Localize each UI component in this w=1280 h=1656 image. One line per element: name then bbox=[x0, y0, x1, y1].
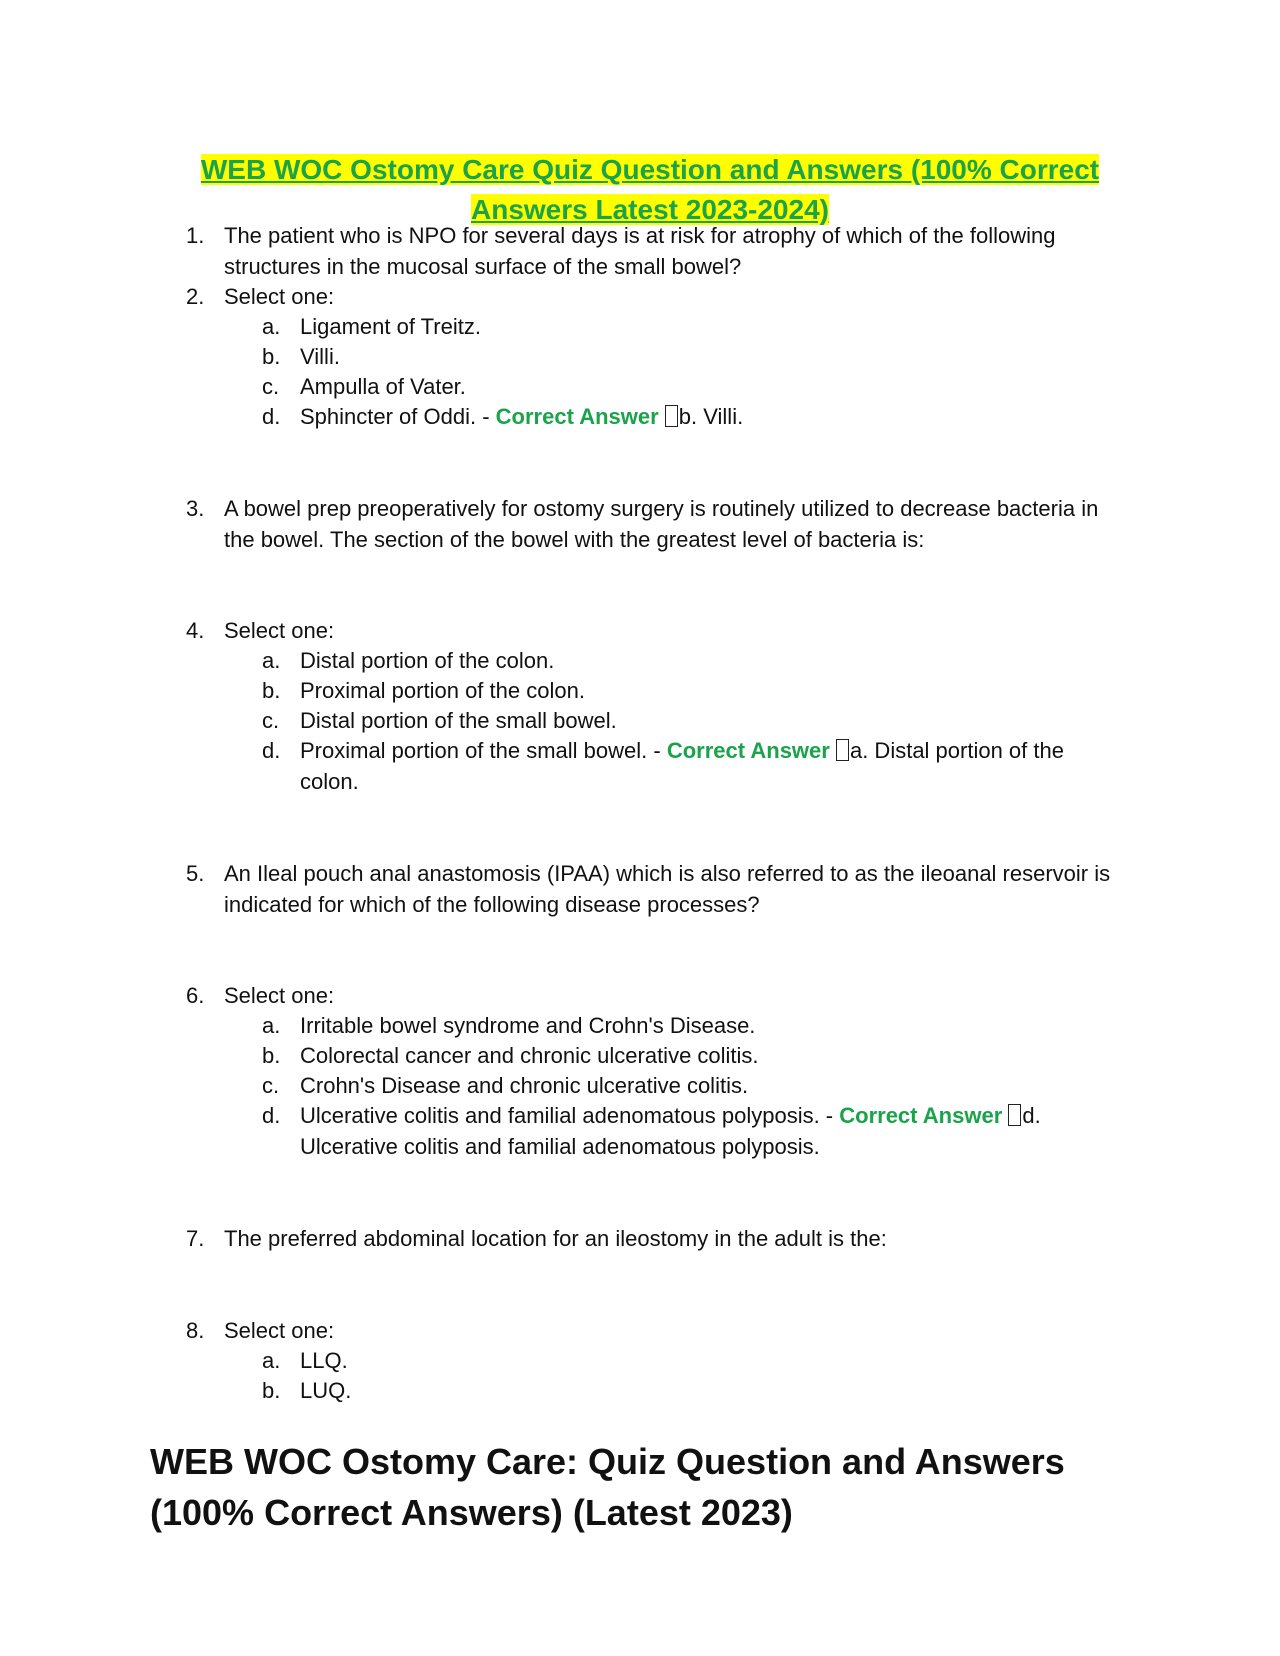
option-letter: c. bbox=[262, 1073, 280, 1098]
question-text: Select one: bbox=[224, 983, 335, 1008]
option-item bbox=[262, 1376, 1112, 1407]
option-text: Colorectal cancer and chronic ulcerative colitis. bbox=[300, 1043, 759, 1068]
option-text: Irritable bowel syndrome and Crohn's Disease. bbox=[300, 1013, 756, 1038]
option-text: Ligament of Treitz. bbox=[300, 314, 481, 339]
question-item bbox=[186, 1316, 1116, 1347]
option-letter: a. bbox=[262, 648, 281, 673]
question-number: 3. bbox=[186, 496, 205, 521]
option-text: Distal portion of the colon. bbox=[300, 648, 555, 673]
correct-answer-label: Correct Answer bbox=[495, 404, 659, 429]
question-text: Select one: bbox=[224, 618, 335, 643]
question-text: A bowel prep preoperatively for ostomy surgery is routinely utilized to decrease bacteria in the bowel. The section of the bowel with the greatest level of bacteria is: bbox=[224, 496, 1099, 552]
correct-answer-text: d. Ulcerative colitis and familial adenomatous polyposis. bbox=[300, 1103, 1041, 1159]
option-text: Ulcerative colitis and familial adenomatous polyposis. - bbox=[300, 1103, 840, 1128]
option-letter: c. bbox=[262, 708, 280, 733]
option-letter: d. bbox=[262, 1103, 281, 1128]
option-item bbox=[262, 1346, 1112, 1377]
missing-glyph-icon bbox=[1008, 1104, 1021, 1126]
question-item bbox=[186, 616, 1116, 647]
question-item bbox=[186, 981, 1116, 1012]
question-number: 8. bbox=[186, 1318, 205, 1343]
correct-answer-label: Correct Answer bbox=[839, 1103, 1003, 1128]
option-letter: a. bbox=[262, 314, 281, 339]
question-item bbox=[186, 859, 1116, 920]
option-item bbox=[262, 1071, 1112, 1102]
option-letter: c. bbox=[262, 374, 280, 399]
option-item bbox=[262, 706, 1112, 737]
option-text: Proximal portion of the colon. bbox=[300, 678, 585, 703]
question-item bbox=[186, 282, 1116, 313]
question-number: 5. bbox=[186, 861, 205, 886]
missing-glyph-icon bbox=[836, 739, 849, 761]
question-text: The patient who is NPO for several days is at risk for atrophy of which of the following structures in the mucosal surface of the small bowel? bbox=[224, 223, 1056, 279]
option-item bbox=[262, 312, 1112, 343]
option-letter: d. bbox=[262, 404, 281, 429]
option-item-correct bbox=[262, 402, 1112, 433]
question-item bbox=[186, 1224, 1116, 1255]
question-number: 1. bbox=[186, 223, 205, 248]
option-item bbox=[262, 676, 1112, 707]
question-number: 6. bbox=[186, 983, 205, 1008]
option-item bbox=[262, 372, 1112, 403]
question-item bbox=[186, 494, 1116, 555]
option-item bbox=[262, 1041, 1112, 1072]
footer-title: WEB WOC Ostomy Care: Quiz Question and Answers (100% Correct Answers) (Latest 2023) bbox=[150, 1441, 1065, 1533]
option-item-correct bbox=[262, 736, 1112, 797]
option-letter: a. bbox=[262, 1013, 281, 1038]
correct-answer-label: Correct Answer bbox=[666, 738, 830, 763]
question-text: Select one: bbox=[224, 284, 335, 309]
option-text: Proximal portion of the small bowel. - bbox=[300, 738, 667, 763]
question-item bbox=[186, 221, 1116, 282]
option-text: Sphincter of Oddi. - bbox=[300, 404, 496, 429]
option-letter: b. bbox=[262, 1043, 281, 1068]
option-text: LLQ. bbox=[300, 1348, 348, 1373]
question-number: 4. bbox=[186, 618, 205, 643]
option-text: Crohn's Disease and chronic ulcerative colitis. bbox=[300, 1073, 749, 1098]
option-text: LUQ. bbox=[300, 1378, 352, 1403]
option-item-correct bbox=[262, 1101, 1112, 1162]
option-text-with-answer bbox=[300, 736, 1112, 797]
option-letter: b. bbox=[262, 678, 281, 703]
option-text: Villi. bbox=[300, 344, 340, 369]
question-text: An Ileal pouch anal anastomosis (IPAA) which is also referred to as the ileoanal reservoir is indicated for which of the following disease processes? bbox=[224, 861, 1111, 917]
option-text: Ampulla of Vater. bbox=[300, 374, 466, 399]
option-text-with-answer bbox=[300, 1101, 1112, 1162]
option-text-with-answer bbox=[300, 402, 1112, 433]
correct-answer-text: a. Distal portion of the colon. bbox=[300, 738, 1064, 794]
option-item bbox=[262, 342, 1112, 373]
document-title-text: WEB WOC Ostomy Care Quiz Question and Answers (100% Correct Answers Latest 2023-2024) bbox=[200, 154, 1100, 225]
option-letter: b. bbox=[262, 1378, 281, 1403]
question-text: Select one: bbox=[224, 1318, 335, 1343]
option-letter: a. bbox=[262, 1348, 281, 1373]
question-number: 2. bbox=[186, 284, 205, 309]
option-text: Distal portion of the small bowel. bbox=[300, 708, 617, 733]
question-text: The preferred abdominal location for an ileostomy in the adult is the: bbox=[224, 1226, 887, 1251]
correct-answer-text: b. Villi. bbox=[678, 404, 744, 429]
question-number: 7. bbox=[186, 1226, 205, 1251]
option-item bbox=[262, 1011, 1112, 1042]
missing-glyph-icon bbox=[665, 405, 678, 427]
option-letter: b. bbox=[262, 344, 281, 369]
option-letter: d. bbox=[262, 738, 281, 763]
document-title bbox=[190, 150, 1110, 230]
option-item bbox=[262, 646, 1112, 677]
